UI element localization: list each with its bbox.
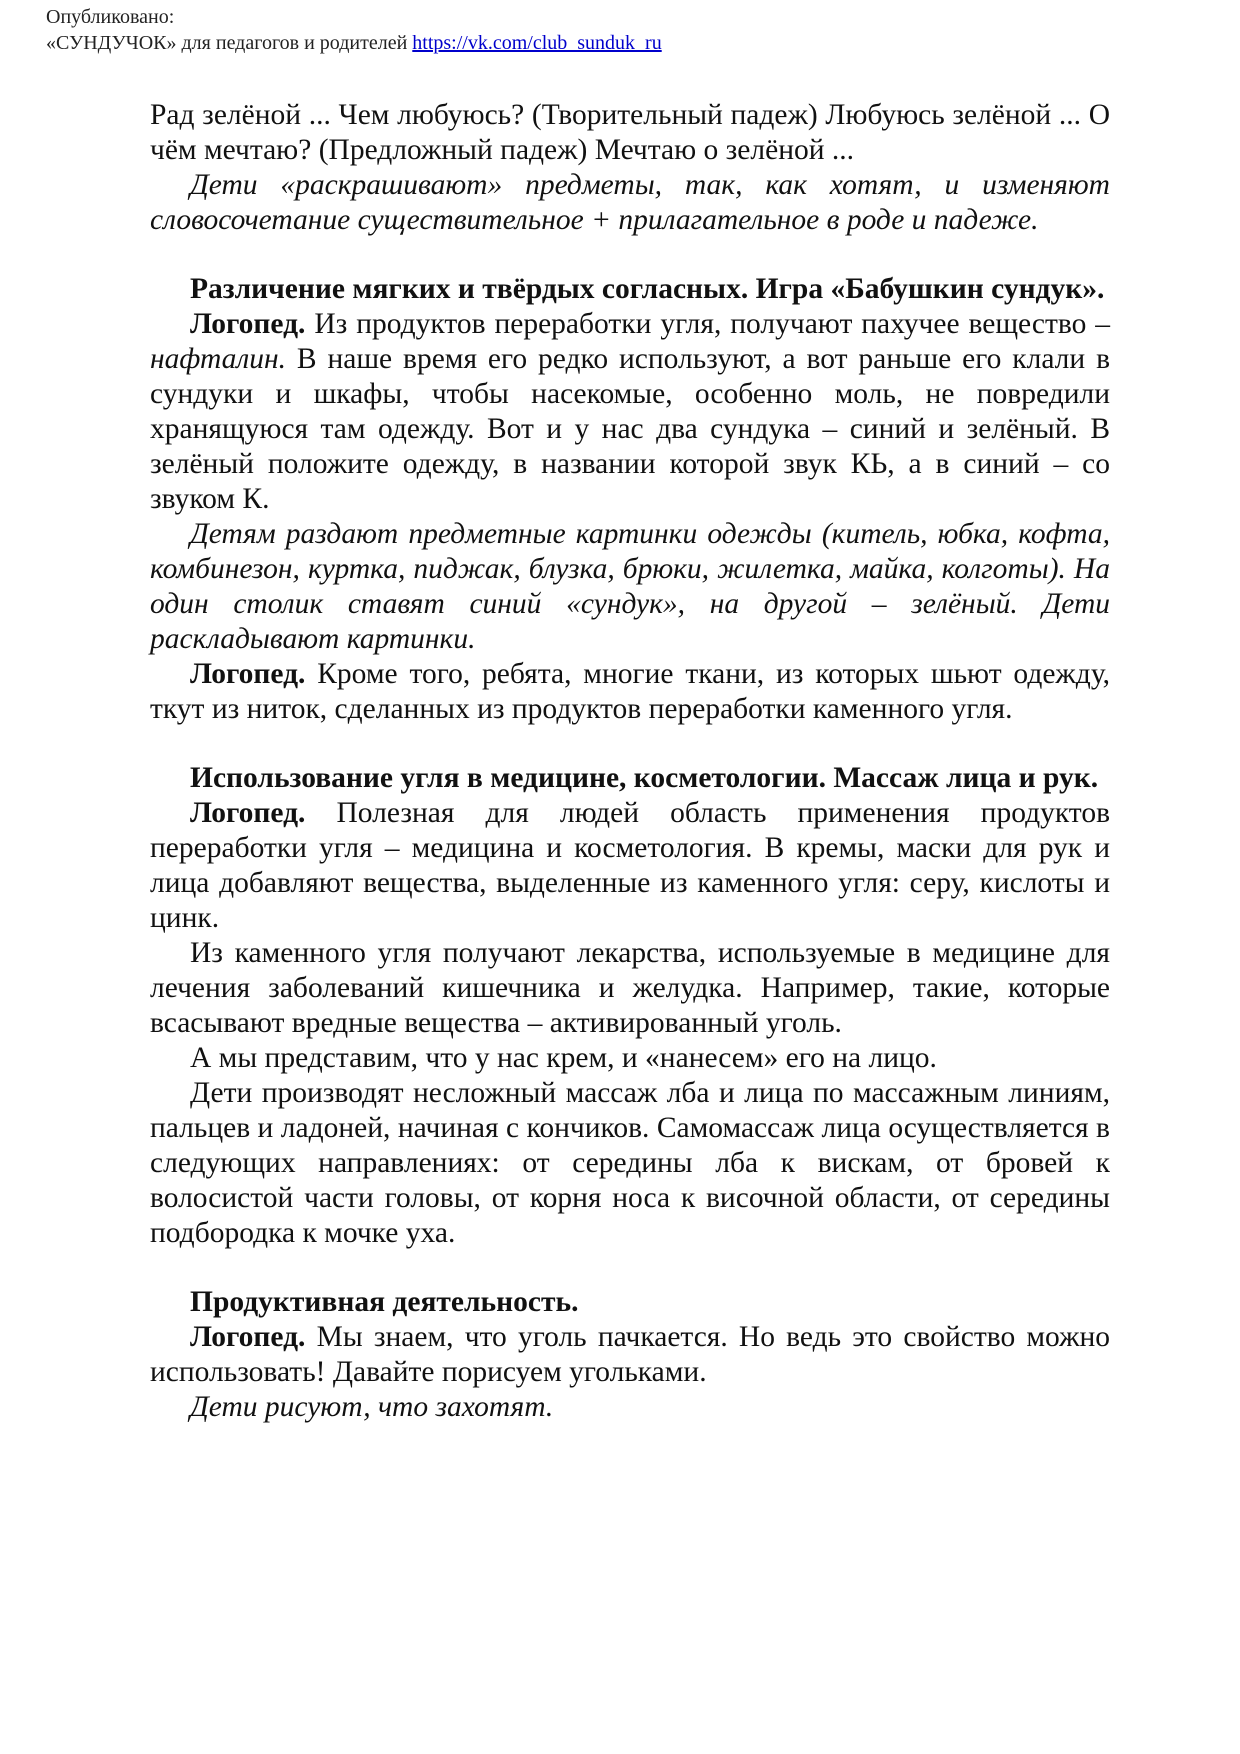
intro-italic-note: Дети «раскрашивают» предметы, так, как хотят, и изменяют словосочетание существительное + прилагательное в роде и падеже. (150, 169, 1110, 236)
section1-paragraph-3: Логопед. Кроме того, ребята, многие ткани, из которых шьют одежду, ткут из ниток, сделанных из продуктов переработки каменного угля. (150, 658, 1110, 725)
page-header (46, 4, 662, 56)
publisher-text: «СУНДУЧОК» для педагогов и родителей (46, 32, 413, 54)
document-body (150, 98, 1110, 1425)
section1-paragraph-1: Логопед. Из продуктов переработки угля, получают пахучее вещество – нафталин. В наше время его редко используют, а вот раньше его клали в сундуки и шкафы, чтобы насекомые, особенно моль, не повредили хранящуюся там одежду. Вот и у нас два сундука – синий и зелёный. В зелёный положите одежду, в названии которой звук КЬ, а в синий – со звуком К. (150, 308, 1110, 515)
speaker-label: Логопед. (190, 308, 306, 340)
section2-paragraph-3: А мы представим, что у нас крем, и «нанесем» его на лицо. (190, 1042, 937, 1074)
section-heading-coal-medicine: Использование угля в медицине, косметологии. Массаж лица и рук. (190, 762, 1099, 794)
section3-italic-note: Дети рисуют, что захотят. (190, 1391, 554, 1423)
publisher-line (46, 30, 662, 56)
speaker-label: Логопед. (190, 797, 306, 829)
intro-paragraph: Рад зелёной ... Чем любуюсь? (Творительный падеж) Любуюсь зелёной ... О чём мечтаю? (Предложный падеж) Мечтаю о зелёной ... (150, 99, 1110, 166)
section-heading-soft-hard-consonants: Различение мягких и твёрдых согласных. Игра «Бабушкин сундук». (190, 273, 1105, 305)
speaker-label: Логопед. (190, 658, 306, 690)
section3-paragraph-1: Логопед. Мы знаем, что уголь пачкается. Но ведь это свойство можно использовать! Давайте порисуем угольками. (150, 1321, 1110, 1388)
published-label: Опубликовано: (46, 6, 175, 28)
section2-paragraph-2: Из каменного угля получают лекарства, используемые в медицине для лечения заболеваний кишечника и желудка. Например, такие, которые всасывают вредные вещества – активированный уголь. (150, 937, 1110, 1039)
publisher-link[interactable]: https://vk.com/club_sunduk_ru (412, 32, 662, 54)
naphthalene-term: нафталин. (150, 343, 286, 375)
section-heading-productive-activity: Продуктивная деятельность. (190, 1286, 579, 1318)
section1-italic-note: Детям раздают предметные картинки одежды (китель, юбка, кофта, комбинезон, куртка, пиджак, блузка, брюки, жилетка, майка, колготы). На один столик ставят синий «сундук», на другой – зелёный. Дети раскладывают картинки. (150, 518, 1110, 655)
section2-paragraph-4: Дети производят несложный массаж лба и лица по массажным линиям, пальцев и ладоней, начиная с кончиков. Самомассаж лица осуществляется в следующих направлениях: от середины лба к вискам, от бровей к волосистой части головы, от корня носа к височной области, от середины подбородка к мочке уха. (150, 1077, 1110, 1249)
speaker-label: Логопед. (190, 1321, 306, 1353)
section2-paragraph-1: Логопед. Полезная для людей область применения продуктов переработки угля – медицина и косметология. В кремы, маски для рук и лица добавляют вещества, выделенные из каменного угля: серу, кислоты и цинк. (150, 797, 1110, 934)
